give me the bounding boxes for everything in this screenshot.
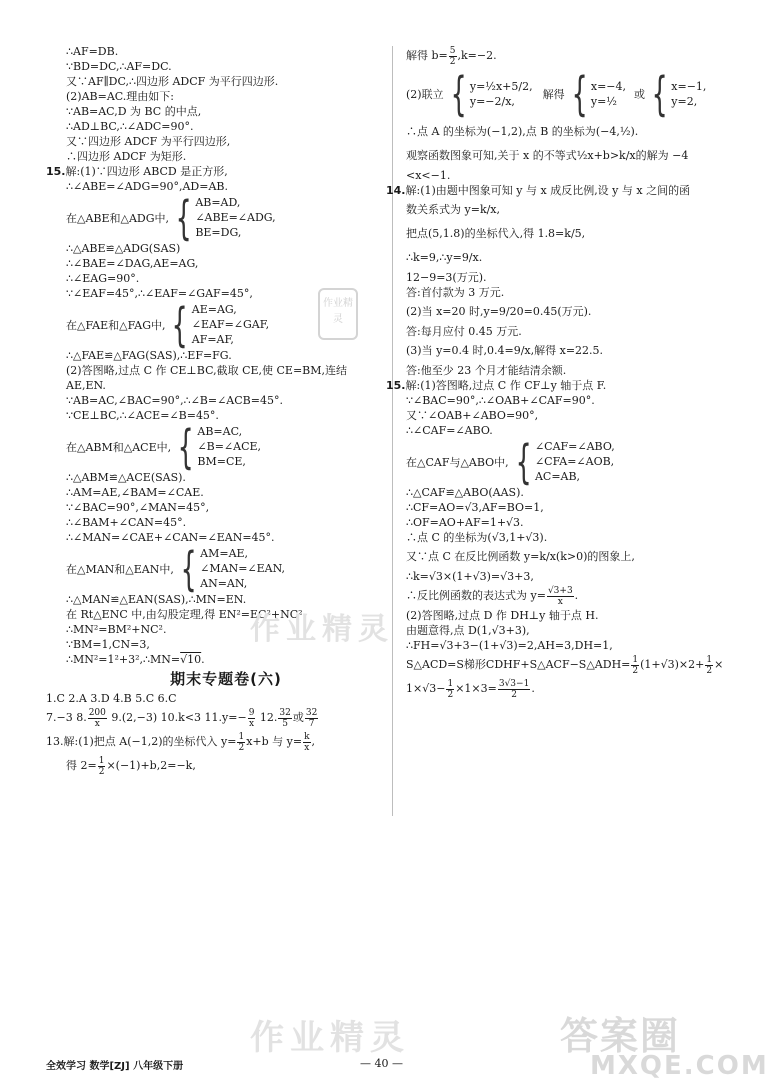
text-line bbox=[406, 222, 726, 246]
fraction bbox=[705, 655, 713, 676]
denominator: 5 bbox=[282, 718, 289, 729]
left-column bbox=[46, 44, 386, 778]
text-line bbox=[406, 653, 726, 677]
text-segment: 数关系式为 y= bbox=[406, 203, 480, 216]
answer-line bbox=[46, 706, 386, 730]
text-segment: ∴点 A 的坐标为(−1,2),点 B 的坐标为 bbox=[406, 125, 596, 138]
text-line: ∵CE⊥BC,∴∠ACE=∠B=45°. bbox=[66, 409, 219, 422]
text-line: ∴点 C 的坐标为(√3,1+√3). bbox=[406, 531, 548, 544]
text-segment: 解得 bbox=[542, 88, 565, 101]
system-row: x=−4, bbox=[590, 80, 627, 93]
denominator: 2 bbox=[449, 56, 456, 67]
text-segment: , bbox=[581, 227, 586, 240]
system-row: AE=AG, bbox=[191, 303, 237, 316]
text-segment: (3)当 y=0.4 时,0.4= bbox=[406, 344, 514, 357]
fraction bbox=[305, 708, 318, 729]
text-segment: ,解得 x=22.5. bbox=[530, 344, 604, 357]
fraction bbox=[303, 732, 310, 753]
site-logo bbox=[560, 1005, 769, 1085]
text-line: (2)AB=AC.理由如下: bbox=[66, 90, 174, 103]
denominator: x bbox=[249, 718, 255, 729]
system-row: y=½ bbox=[590, 95, 617, 108]
system-row: ∠B=∠ACE, bbox=[197, 440, 262, 453]
text-segment: 9/x bbox=[513, 344, 531, 357]
radical: √10 bbox=[180, 653, 202, 666]
text-line: 答:首付款为 3 万元. bbox=[406, 286, 505, 299]
text-segment: 9/20 bbox=[498, 305, 524, 318]
text-segment: ∴MN²=1²+3²,∴MN= bbox=[66, 653, 181, 666]
text-segment: 1×√3− bbox=[406, 682, 446, 695]
answer-line: 1.C 2.A 3.D 4.B 5.C 6.C bbox=[46, 692, 177, 705]
system-row: y=2, bbox=[671, 95, 698, 108]
system-row: BM=CE, bbox=[197, 455, 246, 468]
system-intro: 在△ABE和△ADG中, bbox=[66, 211, 170, 225]
watermark: 作业精灵 bbox=[250, 612, 394, 647]
text-line bbox=[66, 652, 386, 667]
text-segment: 12. bbox=[256, 711, 278, 724]
text-line: ∴∠BAE=∠DAG,AE=AG, bbox=[66, 257, 199, 270]
system-row: AM=AE, bbox=[200, 547, 249, 560]
text-segment: . bbox=[478, 251, 483, 264]
text-line: ∵∠EAF=45°,∴∠EAF=∠GAF=45°, bbox=[66, 287, 253, 300]
text-line bbox=[406, 198, 726, 222]
text-segment: × bbox=[714, 658, 724, 671]
text-segment: 7.−3 8. bbox=[46, 711, 87, 724]
equation-system bbox=[66, 190, 386, 245]
system-intro: 在△FAE和△FAG中, bbox=[66, 318, 166, 332]
system-intro: (2)联立 bbox=[406, 88, 444, 101]
text-line: ∴OF=AO+AF=1+√3. bbox=[406, 516, 524, 529]
numerator: 1 bbox=[447, 678, 454, 689]
fraction bbox=[498, 679, 530, 700]
denominator: 2 bbox=[632, 665, 639, 676]
text-line bbox=[406, 677, 726, 701]
system-row: BE=DG, bbox=[195, 226, 242, 239]
fraction bbox=[248, 708, 256, 729]
text-segment: (1+√3)×2+ bbox=[640, 658, 705, 671]
text-line: (2)答图略,过点 D 作 DH⊥y 轴于点 H. bbox=[406, 609, 599, 622]
text-segment: 观察函数图象可知,关于 x 的不等式 bbox=[406, 149, 577, 162]
text-segment: 又∵点 C 在反比例函数 y= bbox=[406, 550, 540, 563]
system-row: y=−2/x, bbox=[469, 95, 515, 108]
numerator: 1 bbox=[98, 755, 105, 766]
left-brace-icon: { bbox=[172, 297, 189, 352]
text-segment: ×(−1)+b,2=−k, bbox=[106, 759, 196, 772]
left-brace-icon: { bbox=[177, 419, 194, 474]
denominator: 2 bbox=[511, 689, 517, 700]
text-line: ∴AD⊥BC,∴∠ADC=90°. bbox=[66, 120, 194, 133]
column-divider bbox=[392, 46, 393, 816]
text-line: ∵BM=1,CN=3, bbox=[66, 638, 150, 651]
watermark: 作业精灵 bbox=[250, 1018, 410, 1058]
text-segment: . bbox=[531, 682, 535, 695]
numerator: 32 bbox=[305, 707, 318, 718]
text-line: (2)答图略,过点 C 作 CE⊥BC,截取 CE,使 CE=BM,连结 bbox=[66, 364, 348, 377]
answer-line bbox=[46, 730, 386, 754]
text-line: 解:(1)∵四边形 ABCD 是正方形, bbox=[65, 165, 228, 178]
numerator: 1 bbox=[632, 654, 639, 665]
fraction bbox=[449, 46, 457, 67]
text-segment: , bbox=[496, 203, 501, 216]
text-segment: ,k=−2. bbox=[457, 49, 497, 62]
system-row: ∠CAF=∠ABO, bbox=[534, 440, 615, 453]
text-segment: , bbox=[311, 735, 316, 748]
text-segment: ½x+b>k/x bbox=[576, 149, 636, 162]
numerator: 32 bbox=[279, 707, 291, 718]
left-brace-icon: { bbox=[571, 67, 588, 121]
text-line: ∴AF=DB. bbox=[66, 45, 119, 58]
text-line: ∴MN²=BM²+NC². bbox=[66, 623, 167, 636]
text-line: 12−9=3(万元). bbox=[406, 271, 487, 284]
text-line: ∴∠MAN=∠CAE+∠CAN=∠EAN=45°. bbox=[66, 531, 275, 544]
text-line: 又∵AF∥DC,∴四边形 ADCF 为平行四边形. bbox=[66, 75, 279, 88]
text-line: ∴CF=AO=√3,AF=BO=1, bbox=[406, 501, 544, 514]
system-row: y=½x+5/2, bbox=[469, 80, 533, 93]
text-line: ∴FH=√3+3−(1+√3)=2,AH=3,DH=1, bbox=[406, 639, 613, 652]
text-line bbox=[406, 545, 726, 569]
numerator: 1 bbox=[238, 731, 245, 742]
question-number: 15. bbox=[386, 379, 406, 392]
text-line bbox=[406, 246, 726, 270]
numerator: 200 bbox=[88, 707, 106, 718]
question-15-heading bbox=[386, 378, 726, 393]
text-line bbox=[406, 300, 726, 324]
text-line: ∴∠EAG=90°. bbox=[66, 272, 140, 285]
section-title: 期末专题卷(六) bbox=[170, 670, 282, 688]
system-row: AB=AD, bbox=[195, 196, 241, 209]
denominator: 2 bbox=[238, 742, 245, 753]
text-line: 由题意得,点 D(1,√3+3), bbox=[406, 624, 530, 637]
numerator: √3+3 bbox=[547, 585, 573, 596]
question-number: 15. bbox=[46, 165, 66, 178]
system-row: AC=AB, bbox=[534, 470, 581, 483]
system-row: AN=AN, bbox=[200, 577, 248, 590]
system-row: AF=AF, bbox=[191, 333, 234, 346]
text-line: ∵∠BAC=90°,∴∠OAB+∠CAF=90°. bbox=[406, 394, 595, 407]
text-segment: . bbox=[201, 653, 205, 666]
text-line: 又∵∠OAB+∠ABO=90°, bbox=[406, 409, 539, 422]
fraction bbox=[88, 708, 107, 729]
text-segment: 9.(2,−3) 10.k<3 11.y=− bbox=[107, 711, 247, 724]
text-segment: (2)当 x=20 时,y= bbox=[406, 305, 499, 318]
system-intro: 在△MAN和△EAN中, bbox=[66, 562, 174, 576]
text-line bbox=[66, 754, 386, 778]
left-brace-icon: { bbox=[515, 434, 532, 489]
system-row: ∠MAN=∠EAN, bbox=[200, 562, 286, 575]
logo-text: 答案圈 bbox=[560, 1014, 681, 1058]
text-line: ∵AB=AC,∠BAC=90°,∴∠B=∠ACB=45°. bbox=[66, 394, 283, 407]
text-segment: x+b 与 y= bbox=[246, 735, 303, 748]
text-segment: k/x bbox=[539, 550, 556, 563]
page-number: — 40 — bbox=[360, 1057, 403, 1070]
text-segment: 得 2= bbox=[66, 759, 97, 772]
text-line bbox=[406, 120, 726, 144]
text-segment: 或 bbox=[634, 88, 646, 101]
equation-system bbox=[66, 541, 386, 596]
text-segment: (−4,½). bbox=[595, 125, 639, 138]
text-segment: ∴k=9,∴y= bbox=[406, 251, 462, 264]
system-row: ∠EAF=∠GAF, bbox=[191, 318, 270, 331]
left-brace-icon: { bbox=[450, 67, 467, 121]
numerator: 5 bbox=[449, 45, 456, 56]
text-segment: 9/x bbox=[461, 251, 479, 264]
fraction bbox=[237, 732, 245, 753]
system-intro: 在△ABM和△ACE中, bbox=[66, 440, 172, 454]
denominator: x bbox=[304, 742, 310, 753]
system-row: AB=AC, bbox=[197, 425, 243, 438]
text-line: ∴k=√3×(1+√3)=√3+3, bbox=[406, 570, 534, 583]
text-line: ∵∠BAC=90°,∠MAN=45°, bbox=[66, 501, 210, 514]
equation-system bbox=[406, 434, 726, 489]
text-segment: k/5 bbox=[564, 227, 582, 240]
equation-system bbox=[66, 419, 386, 474]
numerator: 1 bbox=[706, 654, 713, 665]
text-line: 答:他至少 23 个月才能结清余额. bbox=[406, 364, 567, 377]
text-line: ∴∠CAF=∠ABO. bbox=[406, 424, 493, 437]
denominator: x bbox=[557, 596, 563, 607]
text-line: <x<−1. bbox=[406, 169, 451, 182]
text-segment: 把点(5,1.8)的坐标代入,得 1.8= bbox=[406, 227, 565, 240]
text-line: ∵BD=DC,∴AF=DC. bbox=[66, 60, 172, 73]
question-number: 14. bbox=[386, 184, 406, 197]
left-brace-icon: { bbox=[180, 541, 197, 596]
text-line: 解:(1)答图略,过点 C 作 CF⊥y 轴于点 F. bbox=[405, 379, 607, 392]
text-segment: 或 bbox=[292, 711, 304, 724]
text-segment: ∴反比例函数的表达式为 y= bbox=[406, 589, 546, 602]
text-line bbox=[406, 339, 726, 363]
text-segment: 的解为 −4 bbox=[635, 149, 689, 162]
text-line: ∵AB=AC,D 为 BC 的中点, bbox=[66, 105, 202, 118]
denominator: 2 bbox=[447, 689, 454, 700]
text-line bbox=[406, 584, 726, 608]
numerator: k bbox=[304, 731, 310, 742]
text-segment: ×1×3= bbox=[455, 682, 497, 695]
text-line bbox=[406, 44, 726, 68]
text-line: 在 Rt△ENC 中,由勾股定理,得 EN²=EC²+NC². bbox=[66, 608, 307, 621]
homework-stamp: 作业精灵 bbox=[318, 288, 358, 340]
logo-url: MXQE.COM bbox=[590, 1051, 769, 1081]
denominator: x bbox=[94, 718, 100, 729]
numerator: 9 bbox=[248, 707, 255, 718]
right-column bbox=[386, 44, 726, 701]
fraction bbox=[547, 586, 574, 607]
text-line: 又∵四边形 ADCF 为平行四边形, bbox=[66, 135, 231, 148]
text-line: 解:(1)由题中图象可知 y 与 x 成反比例,设 y 与 x 之间的函 bbox=[405, 184, 691, 197]
text-line: ∴∠BAM+∠CAN=45°. bbox=[66, 516, 187, 529]
text-line: ∴△ABE≌△ADG(SAS) bbox=[66, 242, 181, 255]
denominator: 2 bbox=[706, 665, 713, 676]
system-row: x=−1, bbox=[671, 80, 707, 93]
text-segment: . bbox=[574, 589, 579, 602]
text-line: ∴AM=AE,∠BAM=∠CAE. bbox=[66, 486, 204, 499]
denominator: 7 bbox=[308, 718, 315, 729]
fraction bbox=[446, 679, 454, 700]
text-segment: 13.解:(1)把点 A(−1,2)的坐标代入 y= bbox=[46, 735, 237, 748]
fraction bbox=[98, 756, 106, 777]
left-brace-icon: { bbox=[175, 190, 192, 245]
text-segment: (k>0)的图象上, bbox=[555, 550, 635, 563]
text-segment: =0.45(万元). bbox=[523, 305, 592, 318]
denominator: 2 bbox=[98, 766, 105, 777]
text-line: 答:每月应付 0.45 万元. bbox=[406, 325, 522, 338]
text-segment: 解得 b= bbox=[406, 49, 448, 62]
system-intro: 在△CAF与△ABO中, bbox=[406, 455, 509, 469]
text-segment: S△ACD=S梯形CDHF+S△ACF−S△ADH= bbox=[406, 658, 631, 671]
system-row: ∠ABE=∠ADG, bbox=[195, 211, 276, 224]
text-line: ∴△MAN≌△EAN(SAS),∴MN=EN. bbox=[66, 593, 247, 606]
book-title-footer: 全效学习 数学[ZJ] 八年级下册 bbox=[46, 1061, 184, 1072]
text-segment: k/x bbox=[479, 203, 497, 216]
text-line: ∴△FAE≌△FAG(SAS),∴EF=FG. bbox=[66, 349, 232, 362]
equation-system bbox=[406, 67, 726, 121]
numerator: 3√3−1 bbox=[498, 678, 530, 689]
text-line: AE,EN. bbox=[66, 379, 106, 392]
system-row: ∠CFA=∠AOB, bbox=[534, 455, 615, 468]
fraction bbox=[631, 655, 639, 676]
question-15-heading bbox=[46, 164, 386, 179]
text-line: ∴△ABM≌△ACE(SAS). bbox=[66, 471, 186, 484]
text-line: ∴四边形 ADCF 为矩形. bbox=[66, 150, 187, 163]
left-brace-icon: { bbox=[651, 67, 668, 121]
fraction bbox=[278, 708, 291, 729]
question-14-heading bbox=[386, 183, 726, 198]
text-line: ∴∠ABE=∠ADG=90°,AD=AB. bbox=[66, 180, 228, 193]
text-line: ∴△CAF≌△ABO(AAS). bbox=[406, 486, 524, 499]
text-line bbox=[406, 144, 726, 168]
